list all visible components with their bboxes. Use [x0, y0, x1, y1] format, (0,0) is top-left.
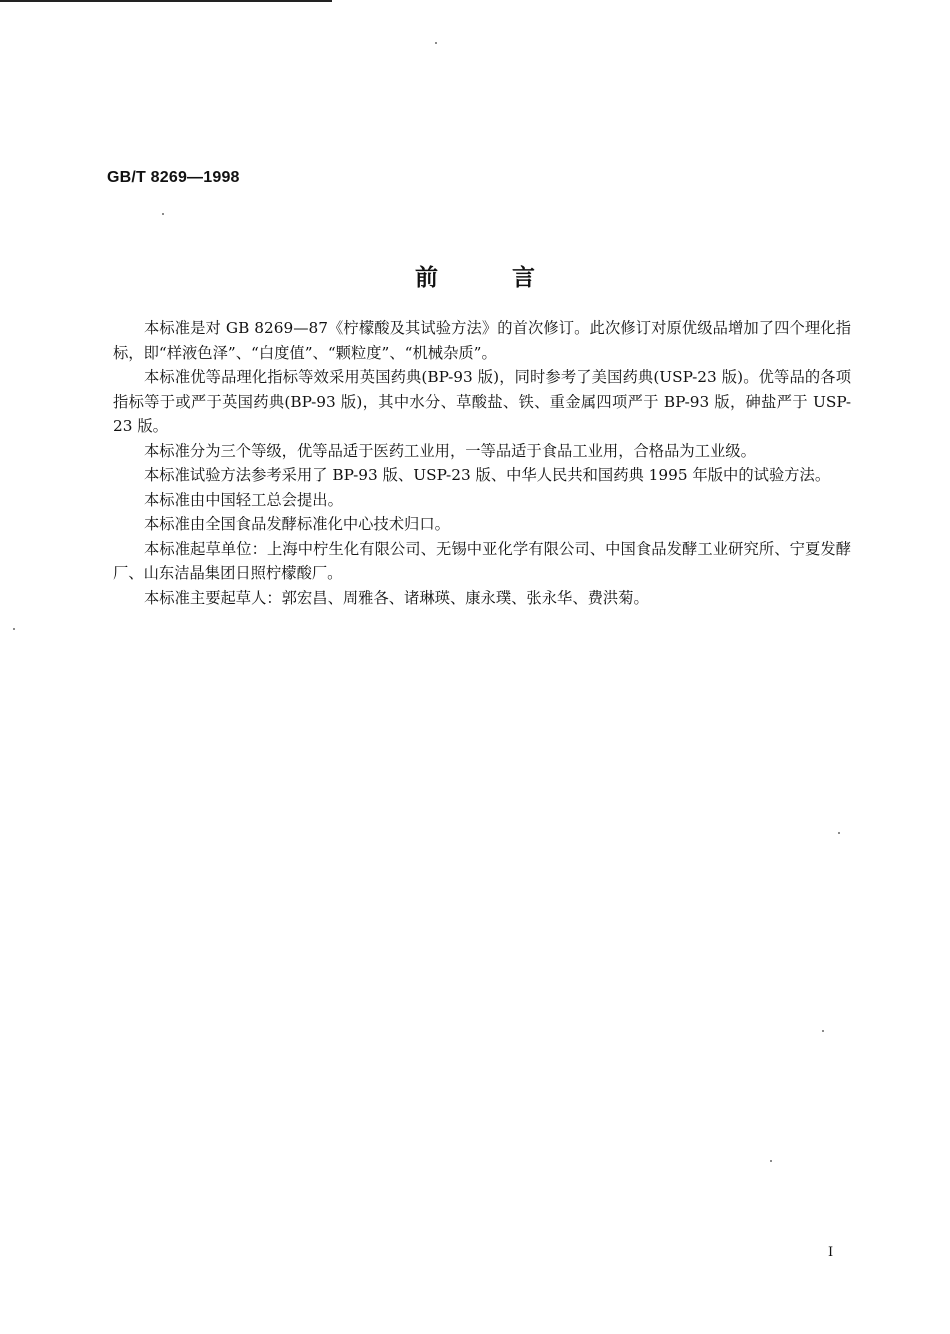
standard-code: GB/T 8269—1998: [107, 169, 240, 186]
page-title: 前言: [415, 265, 609, 291]
paragraph-pharmacopoeia: 本标准优等品理化指标等效采用英国药典(BP-93 版)，同时参考了美国药典(USP-23 版)。优等品的各项指标等于或严于英国药典(BP-93 版)，其中水分、草酸盐、铁、重金属四项严于 BP-93 版，砷盐严于 USP-23 版。: [113, 368, 851, 435]
paragraph-revision: 本标准是对 GB 8269—87《柠檬酸及其试验方法》的首次修订。此次修订对原优级品增加了四个理化指标，即“样液色泽”、“白度值”、“颗粒度”、“机械杂质”。: [113, 319, 851, 362]
foreword-body: [113, 316, 851, 610]
paragraph-test-methods: 本标准试验方法参考采用了 BP-93 版、USP-23 版、中华人民共和国药典 1995 年版中的试验方法。: [144, 466, 831, 484]
paragraph-proposer: 本标准由中国轻工总会提出。: [144, 490, 343, 509]
scan-speck: [435, 42, 437, 44]
scan-speck: [838, 832, 840, 834]
scan-speck: [162, 213, 164, 215]
scan-top-rule: [0, 0, 332, 2]
scan-speck: [13, 628, 15, 630]
scan-speck: [822, 1030, 824, 1032]
paragraph-drafting-units: 本标准起草单位：上海中柠生化有限公司、无锡中亚化学有限公司、中国食品发酵工业研究所、宁夏发酵厂、山东洁晶集团日照柠檬酸厂。: [113, 539, 851, 582]
paragraph-drafters: 本标准主要起草人：郭宏昌、周雅各、诸琳瑛、康永璞、张永华、费洪菊。: [144, 588, 649, 607]
page-number: I: [828, 1245, 834, 1260]
paragraph-grades: 本标准分为三个等级，优等品适于医药工业用，一等品适于食品工业用，合格品为工业级。: [144, 441, 756, 460]
scan-speck: [770, 1160, 772, 1162]
paragraph-centralized-by: 本标准由全国食品发酵标准化中心技术归口。: [144, 515, 450, 533]
